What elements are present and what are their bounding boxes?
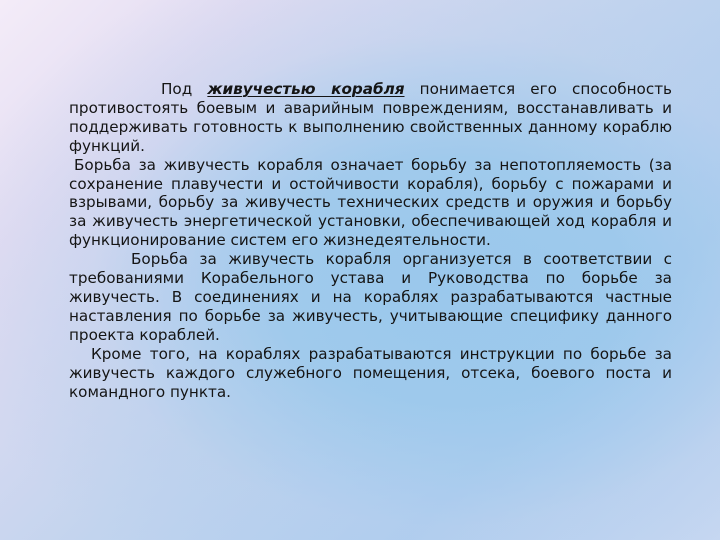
paragraph-text: понимается его способность противостоять боевым и аварийным повреждениям, восстанавливать и поддерживать готовность к выполнению свойственных данному кораблю функций. <box>69 80 672 155</box>
paragraph-instructions: Кроме того, на кораблях разрабатываются инструкции по борьбе за живучесть каждого служебного помещения, отсека, боевого поста и командного пункта. <box>69 344 672 401</box>
key-term: живучестью корабля <box>207 80 405 98</box>
text-block <box>69 80 672 401</box>
paragraph-definition <box>69 80 672 156</box>
paragraph-damage-control: Борьба за живучесть корабля означает борьбу за непотопляемость (за сохранение плавучести и остойчивости корабля), борьбу с пожарами и взрывами, борьбу за живучесть технических средств и оружия и борьбу за живучесть энергетической установки, обеспечивающей ход корабля и функционирование систем его жизнедеятельности. <box>69 155 672 250</box>
paragraph-prefix: Под <box>161 80 208 98</box>
paragraph-organization: Борьба за живучесть корабля организуется в соответствии с требованиями Корабельного устава и Руководства по борьбе за живучесть. В соединениях и на кораблях разрабатываются частные наставления по борьбе за живучесть, учитывающие специфику данного проекта кораблей. <box>69 250 672 344</box>
